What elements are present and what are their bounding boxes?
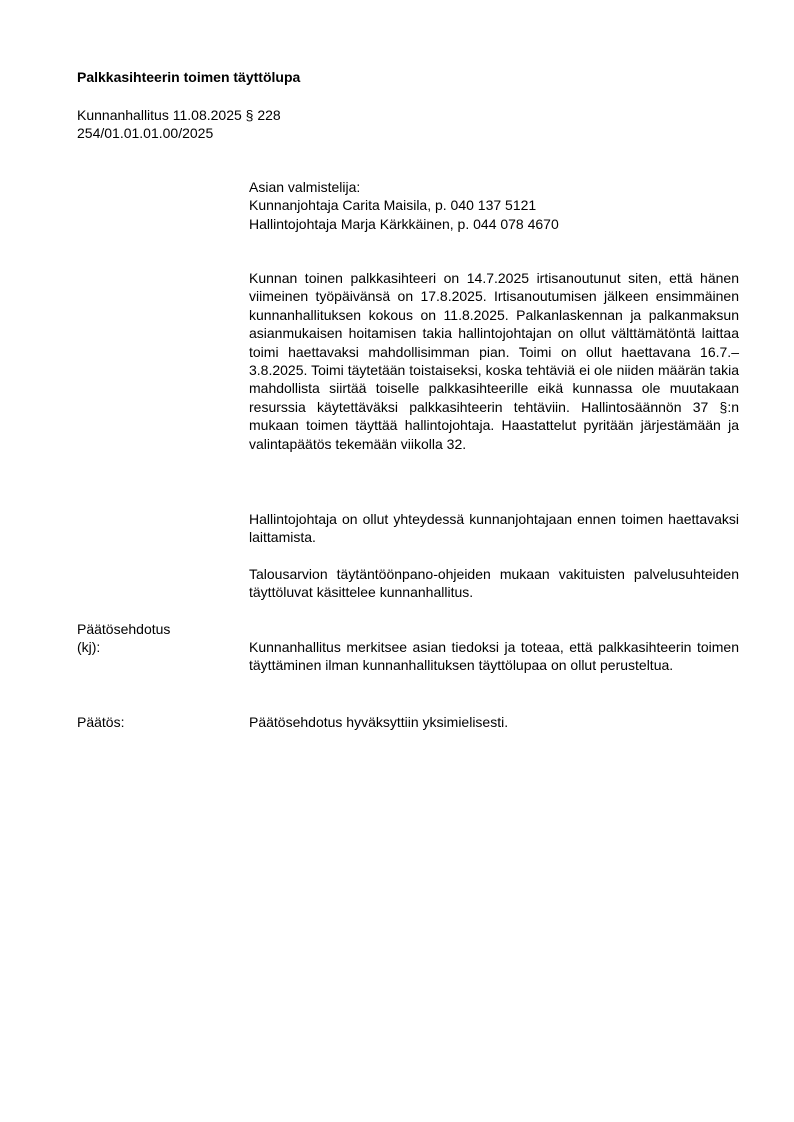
- meeting-reference: Kunnanhallitus 11.08.2025 § 228: [77, 107, 281, 123]
- document-title: Palkkasihteerin toimen täyttölupa: [77, 69, 301, 85]
- proposal-label-suffix: (kj):: [77, 639, 101, 655]
- proposal-label: Päätösehdotus: [77, 621, 171, 637]
- preparer-person-1: Kunnanjohtaja Carita Maisila, p. 040 137 5121: [249, 197, 537, 214]
- record-id: 254/01.01.01.00/2025: [77, 125, 214, 142]
- body-paragraph-1: Kunnan toinen palkkasihteeri on 14.7.2025 irtisanoutunut siten, että hänen viimeinen työpäivänsä on 17.8.2025. Irtisanoutumisen jälkeen ensimmäinen kunnanhallituksen kokous on 11.8.2025. Palkanlaskennan ja palkanmaksun asianmukaisen hoitamisen takia hallintojohtajan on ollut välttämätöntä laittaa toimi haettavaksi mahdollisimman pian. Toimi on ollut haettavana 16.7.–3.8.2025. Toimi täytetään toistaiseksi, koska tehtäviä ei ole niiden määrän takia mahdollista siirtää toiselle palkkasihteerille eikä kunnassa ole muutakaan resurssia käytettäväksi palkkasihteerin tehtäviin. Hallintosäännön 37 §:n mukaan toimen täyttää hallintojohtaja. Haastattelut pyritään järjestämään ja valintapäätös tekemään viikolla 32.: [249, 270, 739, 452]
- decision-label: Päätös:: [77, 714, 125, 730]
- proposal-text: Kunnanhallitus merkitsee asian tiedoksi ja toteaa, että palkkasihteerin toimen täyttäminen ilman kunnanhallituksen täyttölupaa on ollut perusteltua.: [249, 639, 739, 674]
- body-paragraph-3: Talousarvion täytäntöönpano-ohjeiden mukaan vakituisten palvelusuhteiden täyttöluvat käsittelee kunnanhallitus.: [249, 566, 739, 601]
- preparer-block: [249, 178, 739, 233]
- preparer-label: Asian valmistelija:: [249, 179, 361, 195]
- body-paragraph-2: Hallintojohtaja on ollut yhteydessä kunnanjohtajaan ennen toimen haettavaksi laittamista.: [249, 511, 739, 546]
- decision-text: Päätösehdotus hyväksyttiin yksimielisesti.: [249, 714, 509, 730]
- preparer-person-2: Hallintojohtaja Marja Kärkkäinen, p. 044 078 4670: [249, 215, 559, 232]
- meeting-meta: [77, 106, 281, 143]
